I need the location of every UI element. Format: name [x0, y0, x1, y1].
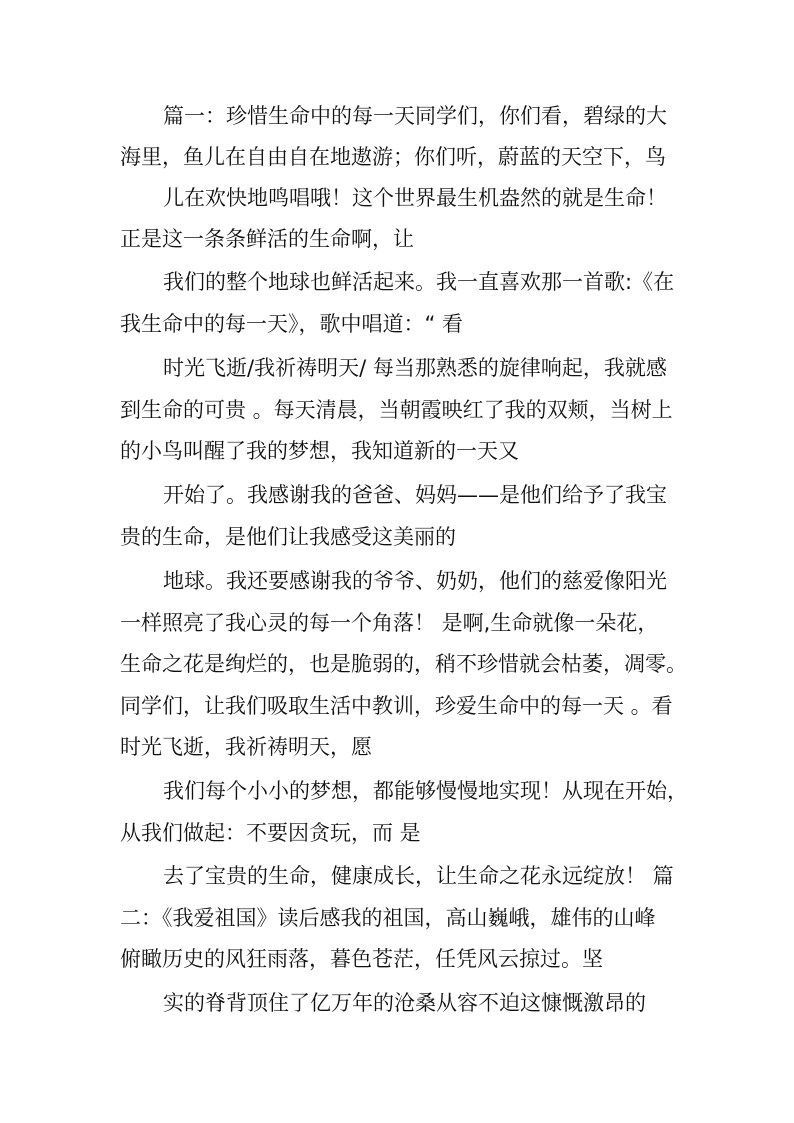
text-line: 同学们，让我们吸取生活中教训，珍爱生命中的每一天 。看 [120, 694, 673, 718]
text-line: 一样照亮了我心灵的每一个角落！ 是啊,生命就像一朵花， [120, 611, 659, 635]
text-line: 篇一：珍惜生命中的每一天同学们，你们看，碧绿的大 [163, 104, 667, 128]
text-line: 生命之花是绚烂的，也是脆弱的，稍不珍惜就会枯萎，凋零。 [120, 652, 687, 676]
text-line: 开始了。我感谢我的爸爸、妈妈——是他们给予了我宝 [163, 483, 667, 507]
text-line: 的小鸟叫醒了我的梦想，我知道新的一天又 [120, 439, 519, 463]
text-line: 二：《我爱祖国》读后感我的祖国，高山巍峨，雄伟的山峰 [120, 906, 656, 930]
text-line: 实的脊背顶住了亿万年的沧桑从容不迫这慷慨激昂的 [163, 991, 646, 1015]
text-line: 地球。我还要感谢我的爷爷、奶奶，他们的慈爱像阳光 [163, 569, 667, 593]
text-line: 从我们做起：不要因贪玩，而 是 [120, 821, 421, 845]
text-line: 海里，鱼儿在自由自在地遨游；你们听，蔚蓝的天空下，鸟 [120, 145, 666, 169]
text-line: 到生命的可贵 。每天清晨，当朝霞映红了我的双颊，当树上 [120, 398, 673, 422]
text-line: 时光飞逝/我祈祷明天/ 每当那熟悉的旋律响起，我就感 [163, 356, 667, 380]
text-line: 儿在欢快地鸣唱哦！这个世界最生机盎然的就是生命！ [163, 186, 667, 210]
text-line: 俯瞰历史的风狂雨落，暮色苍茫，任凭风云掠过。坚 [120, 947, 603, 971]
text-line: 贵的生命，是他们让我感受这美丽的 [120, 525, 456, 549]
text-line: 去了宝贵的生命，健康成长，让生命之花永远绽放！ 篇 [163, 864, 674, 888]
text-line: 我们的整个地球也鲜活起来。我一直喜欢那一首歌:《在 [163, 270, 675, 294]
text-line: 我生命中的每一天》，歌中唱道：“ 看 [120, 312, 464, 336]
text-line: 我们每个小小的梦想，都能够慢慢地实现！从现在开始， [163, 779, 688, 803]
text-line: 正是这一条条鲜活的生命啊，让 [120, 227, 414, 251]
text-line: 时光飞逝，我祈祷明天，愿 [120, 735, 372, 759]
